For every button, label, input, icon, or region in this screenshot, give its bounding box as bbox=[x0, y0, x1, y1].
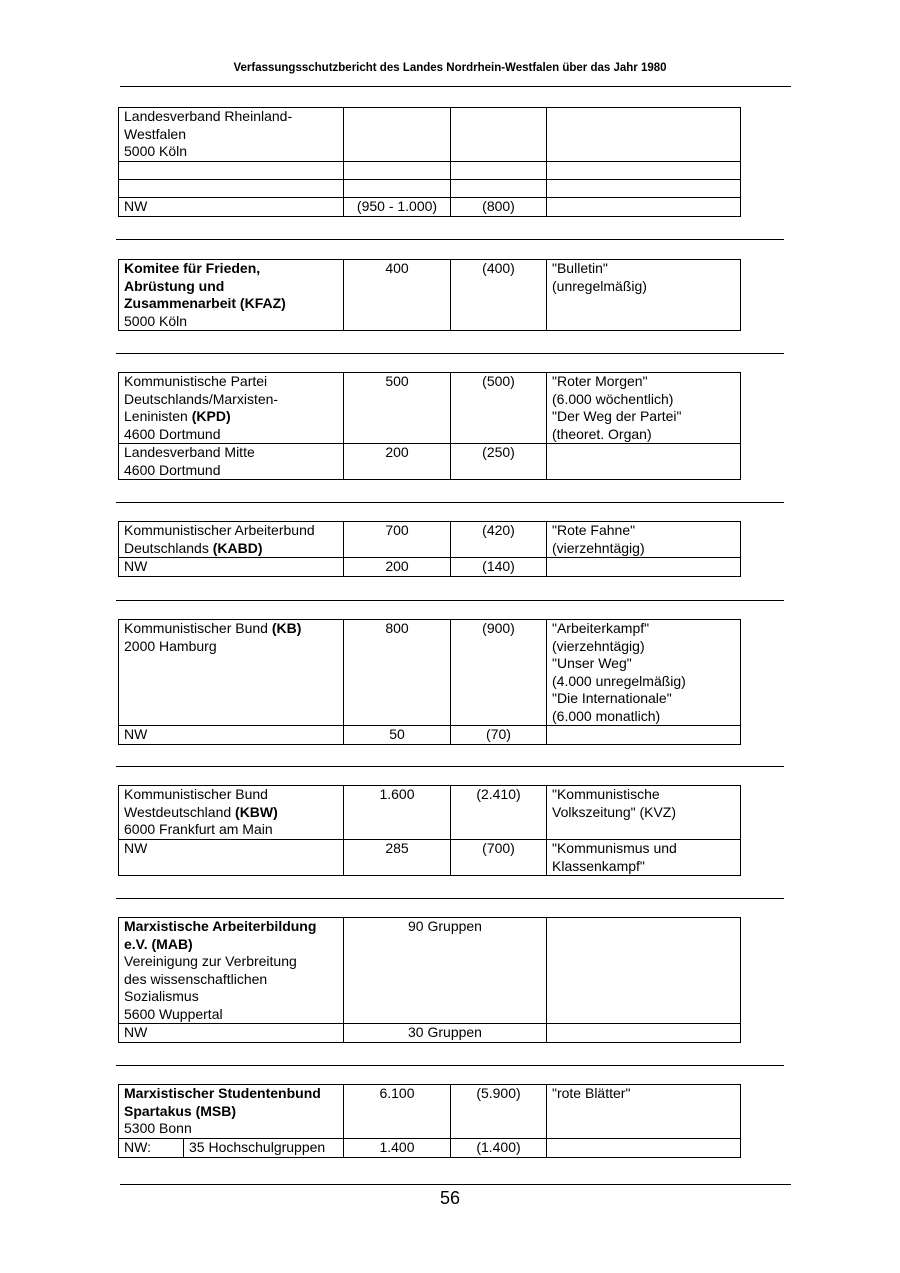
org-name: Marxistischer Studentenbund bbox=[124, 1085, 321, 1101]
publication-cell bbox=[547, 558, 741, 577]
org-name: Landesverband Rheinland- bbox=[124, 108, 293, 124]
org-abbreviation: (KPD) bbox=[191, 408, 231, 424]
section-divider bbox=[116, 1065, 784, 1066]
members-cell: 1.400 bbox=[344, 1139, 451, 1158]
members-cell: 6.100 bbox=[344, 1085, 451, 1139]
prev-members-cell bbox=[451, 108, 547, 162]
org-cell: NW bbox=[119, 840, 344, 876]
members-cell: 800 bbox=[344, 620, 451, 726]
prev-members-cell: (420) bbox=[451, 522, 547, 558]
publication-cell bbox=[547, 620, 741, 726]
table-row bbox=[119, 108, 741, 162]
page-header: Verfassungsschutzbericht des Landes Nordrhein-Westfalen über das Jahr 1980 bbox=[233, 62, 667, 74]
org-name: Komitee für Frieden, bbox=[124, 260, 261, 276]
org-location: 5000 Köln bbox=[124, 143, 188, 159]
org-name: Abrüstung und bbox=[124, 277, 225, 294]
org-name: Westdeutschland bbox=[124, 803, 236, 820]
members-cell: 500 bbox=[344, 373, 451, 444]
publication-cell bbox=[547, 840, 741, 876]
table-row bbox=[119, 260, 741, 331]
org-name: Kommunistische Partei bbox=[124, 373, 268, 389]
org-abbreviation: (KABD) bbox=[212, 539, 263, 556]
prev-members-cell: (70) bbox=[451, 726, 547, 745]
table-row bbox=[119, 1139, 741, 1158]
table-row bbox=[119, 1085, 741, 1139]
publication-cell bbox=[547, 373, 741, 444]
org-description: des wissenschaftlichen bbox=[124, 970, 268, 987]
org-location: 5000 Köln bbox=[124, 312, 188, 329]
publication-cell bbox=[547, 260, 741, 331]
org-cell bbox=[119, 444, 344, 480]
publication-line: (6.000 monatlich) bbox=[552, 707, 661, 724]
table-row bbox=[119, 444, 741, 480]
members-cell: 700 bbox=[344, 522, 451, 558]
org-name: e.V. (MAB) bbox=[124, 935, 193, 952]
org-name: Zusammenarbeit (KFAZ) bbox=[124, 295, 286, 311]
section-divider bbox=[116, 766, 784, 767]
members-cell: (950 - 1.000) bbox=[344, 198, 451, 217]
publication-line: (vierzehntägig) bbox=[552, 539, 645, 556]
org-cell bbox=[119, 522, 344, 558]
prev-members-cell: (5.900) bbox=[451, 1085, 547, 1139]
table-row bbox=[119, 162, 741, 180]
org-cell bbox=[119, 786, 344, 840]
publication-line: (theoret. Organ) bbox=[552, 425, 652, 442]
org-table-kpd bbox=[118, 372, 741, 480]
org-name: Kommunistischer Bund bbox=[124, 620, 272, 636]
publication-cell bbox=[547, 1024, 741, 1043]
org-location: 4600 Dortmund bbox=[124, 461, 221, 478]
table-row bbox=[119, 558, 741, 577]
prev-members-cell: (500) bbox=[451, 373, 547, 444]
footer-rule bbox=[120, 1184, 791, 1185]
publication-cell bbox=[547, 918, 741, 1024]
publication-line: (vierzehntägig) bbox=[552, 637, 645, 654]
org-cell bbox=[119, 1085, 344, 1139]
prev-members-cell: (1.400) bbox=[451, 1139, 547, 1158]
org-name: Deutschlands bbox=[124, 539, 213, 556]
publication-line: Klassenkampf" bbox=[552, 857, 645, 874]
org-description: Vereinigung zur Verbreitung bbox=[124, 953, 297, 969]
org-table-lv-rheinland-westfalen bbox=[118, 107, 741, 217]
publication-line: "Roter Morgen" bbox=[552, 373, 648, 389]
section-divider bbox=[116, 898, 784, 899]
groups-cell: 30 Gruppen bbox=[344, 1024, 547, 1043]
org-abbreviation: (KB) bbox=[271, 620, 302, 636]
section-divider bbox=[116, 502, 784, 503]
table-row bbox=[119, 620, 741, 726]
publication-line: "Bulletin" bbox=[552, 260, 608, 276]
org-cell: NW bbox=[119, 558, 344, 577]
org-name: Leninisten bbox=[124, 408, 192, 424]
members-cell bbox=[344, 108, 451, 162]
publication-line: (unregelmäßig) bbox=[552, 277, 647, 294]
table-row bbox=[119, 180, 741, 198]
nw-label-cell: NW: bbox=[119, 1139, 184, 1158]
org-abbreviation: (KBW) bbox=[235, 803, 278, 820]
table-row bbox=[119, 786, 741, 840]
org-cell bbox=[119, 108, 344, 162]
org-name: Kommunistischer Arbeiterbund bbox=[124, 522, 315, 538]
members-cell: 1.600 bbox=[344, 786, 451, 840]
publication-line: "Kommunismus und bbox=[552, 840, 677, 856]
org-name: Marxistische Arbeiterbildung bbox=[124, 918, 317, 934]
org-name: Landesverband Mitte bbox=[124, 444, 255, 460]
publication-line: "rote Blätter" bbox=[552, 1085, 631, 1101]
org-location: 5600 Wuppertal bbox=[124, 1005, 223, 1022]
publication-line: Volkszeitung" (KVZ) bbox=[552, 803, 677, 820]
publication-line: "Kommunistische bbox=[552, 786, 660, 802]
table-row bbox=[119, 918, 741, 1024]
prev-members-cell: (140) bbox=[451, 558, 547, 577]
org-table-kfaz bbox=[118, 259, 741, 331]
table-row bbox=[119, 840, 741, 876]
publication-line: "Die Internationale" bbox=[552, 690, 672, 706]
org-table-msb bbox=[118, 1084, 741, 1158]
table-row bbox=[119, 726, 741, 745]
org-cell: NW bbox=[119, 198, 344, 217]
org-location: 4600 Dortmund bbox=[124, 425, 221, 442]
groups-cell: 90 Gruppen bbox=[344, 918, 547, 1024]
publication-line: (4.000 unregelmäßig) bbox=[552, 672, 686, 689]
publication-line: (6.000 wöchentlich) bbox=[552, 390, 674, 407]
org-name: Deutschlands/Marxisten- bbox=[124, 390, 279, 407]
prev-members-cell: (400) bbox=[451, 260, 547, 331]
org-table-kb bbox=[118, 619, 741, 745]
prev-members-cell: (250) bbox=[451, 444, 547, 480]
section-divider bbox=[116, 353, 784, 354]
org-table-mab bbox=[118, 917, 741, 1043]
publication-cell bbox=[547, 108, 741, 162]
org-table-kbw bbox=[118, 785, 741, 876]
page-number: 56 bbox=[439, 1188, 461, 1208]
org-cell: NW bbox=[119, 726, 344, 745]
org-table-kabd bbox=[118, 521, 741, 577]
org-location: 2000 Hamburg bbox=[124, 637, 217, 654]
publication-cell bbox=[547, 444, 741, 480]
publication-cell bbox=[547, 726, 741, 745]
prev-members-cell: (700) bbox=[451, 840, 547, 876]
members-cell: 285 bbox=[344, 840, 451, 876]
section-divider bbox=[116, 600, 784, 601]
publication-line: "Der Weg der Partei" bbox=[552, 408, 682, 424]
members-cell: 50 bbox=[344, 726, 451, 745]
org-name: Spartakus (MSB) bbox=[124, 1102, 237, 1119]
table-row bbox=[119, 1024, 741, 1043]
nw-detail-cell: 35 Hochschulgruppen bbox=[184, 1139, 344, 1158]
members-cell: 400 bbox=[344, 260, 451, 331]
org-cell bbox=[119, 918, 344, 1024]
org-cell bbox=[119, 260, 344, 331]
prev-members-cell: (900) bbox=[451, 620, 547, 726]
org-name: Westfalen bbox=[124, 125, 186, 142]
table-row bbox=[119, 522, 741, 558]
org-location: 5300 Bonn bbox=[124, 1120, 192, 1136]
publication-line: "Arbeiterkampf" bbox=[552, 620, 650, 636]
org-location: 6000 Frankfurt am Main bbox=[124, 821, 273, 837]
prev-members-cell: (2.410) bbox=[451, 786, 547, 840]
publication-cell bbox=[547, 1139, 741, 1158]
publication-line: "Rote Fahne" bbox=[552, 522, 636, 538]
publication-cell bbox=[547, 198, 741, 217]
org-cell: NW bbox=[119, 1024, 344, 1043]
table-row bbox=[119, 198, 741, 217]
table-row bbox=[119, 373, 741, 444]
section-divider bbox=[116, 239, 784, 240]
org-cell bbox=[119, 373, 344, 444]
publication-cell bbox=[547, 786, 741, 840]
members-cell: 200 bbox=[344, 558, 451, 577]
publication-cell bbox=[547, 1085, 741, 1139]
publication-line: "Unser Weg" bbox=[552, 655, 632, 671]
org-name: Kommunistischer Bund bbox=[124, 786, 268, 802]
members-cell: 200 bbox=[344, 444, 451, 480]
org-cell bbox=[119, 620, 344, 726]
header-rule bbox=[120, 86, 791, 87]
publication-cell bbox=[547, 522, 741, 558]
org-description: Sozialismus bbox=[124, 988, 199, 1004]
prev-members-cell: (800) bbox=[451, 198, 547, 217]
